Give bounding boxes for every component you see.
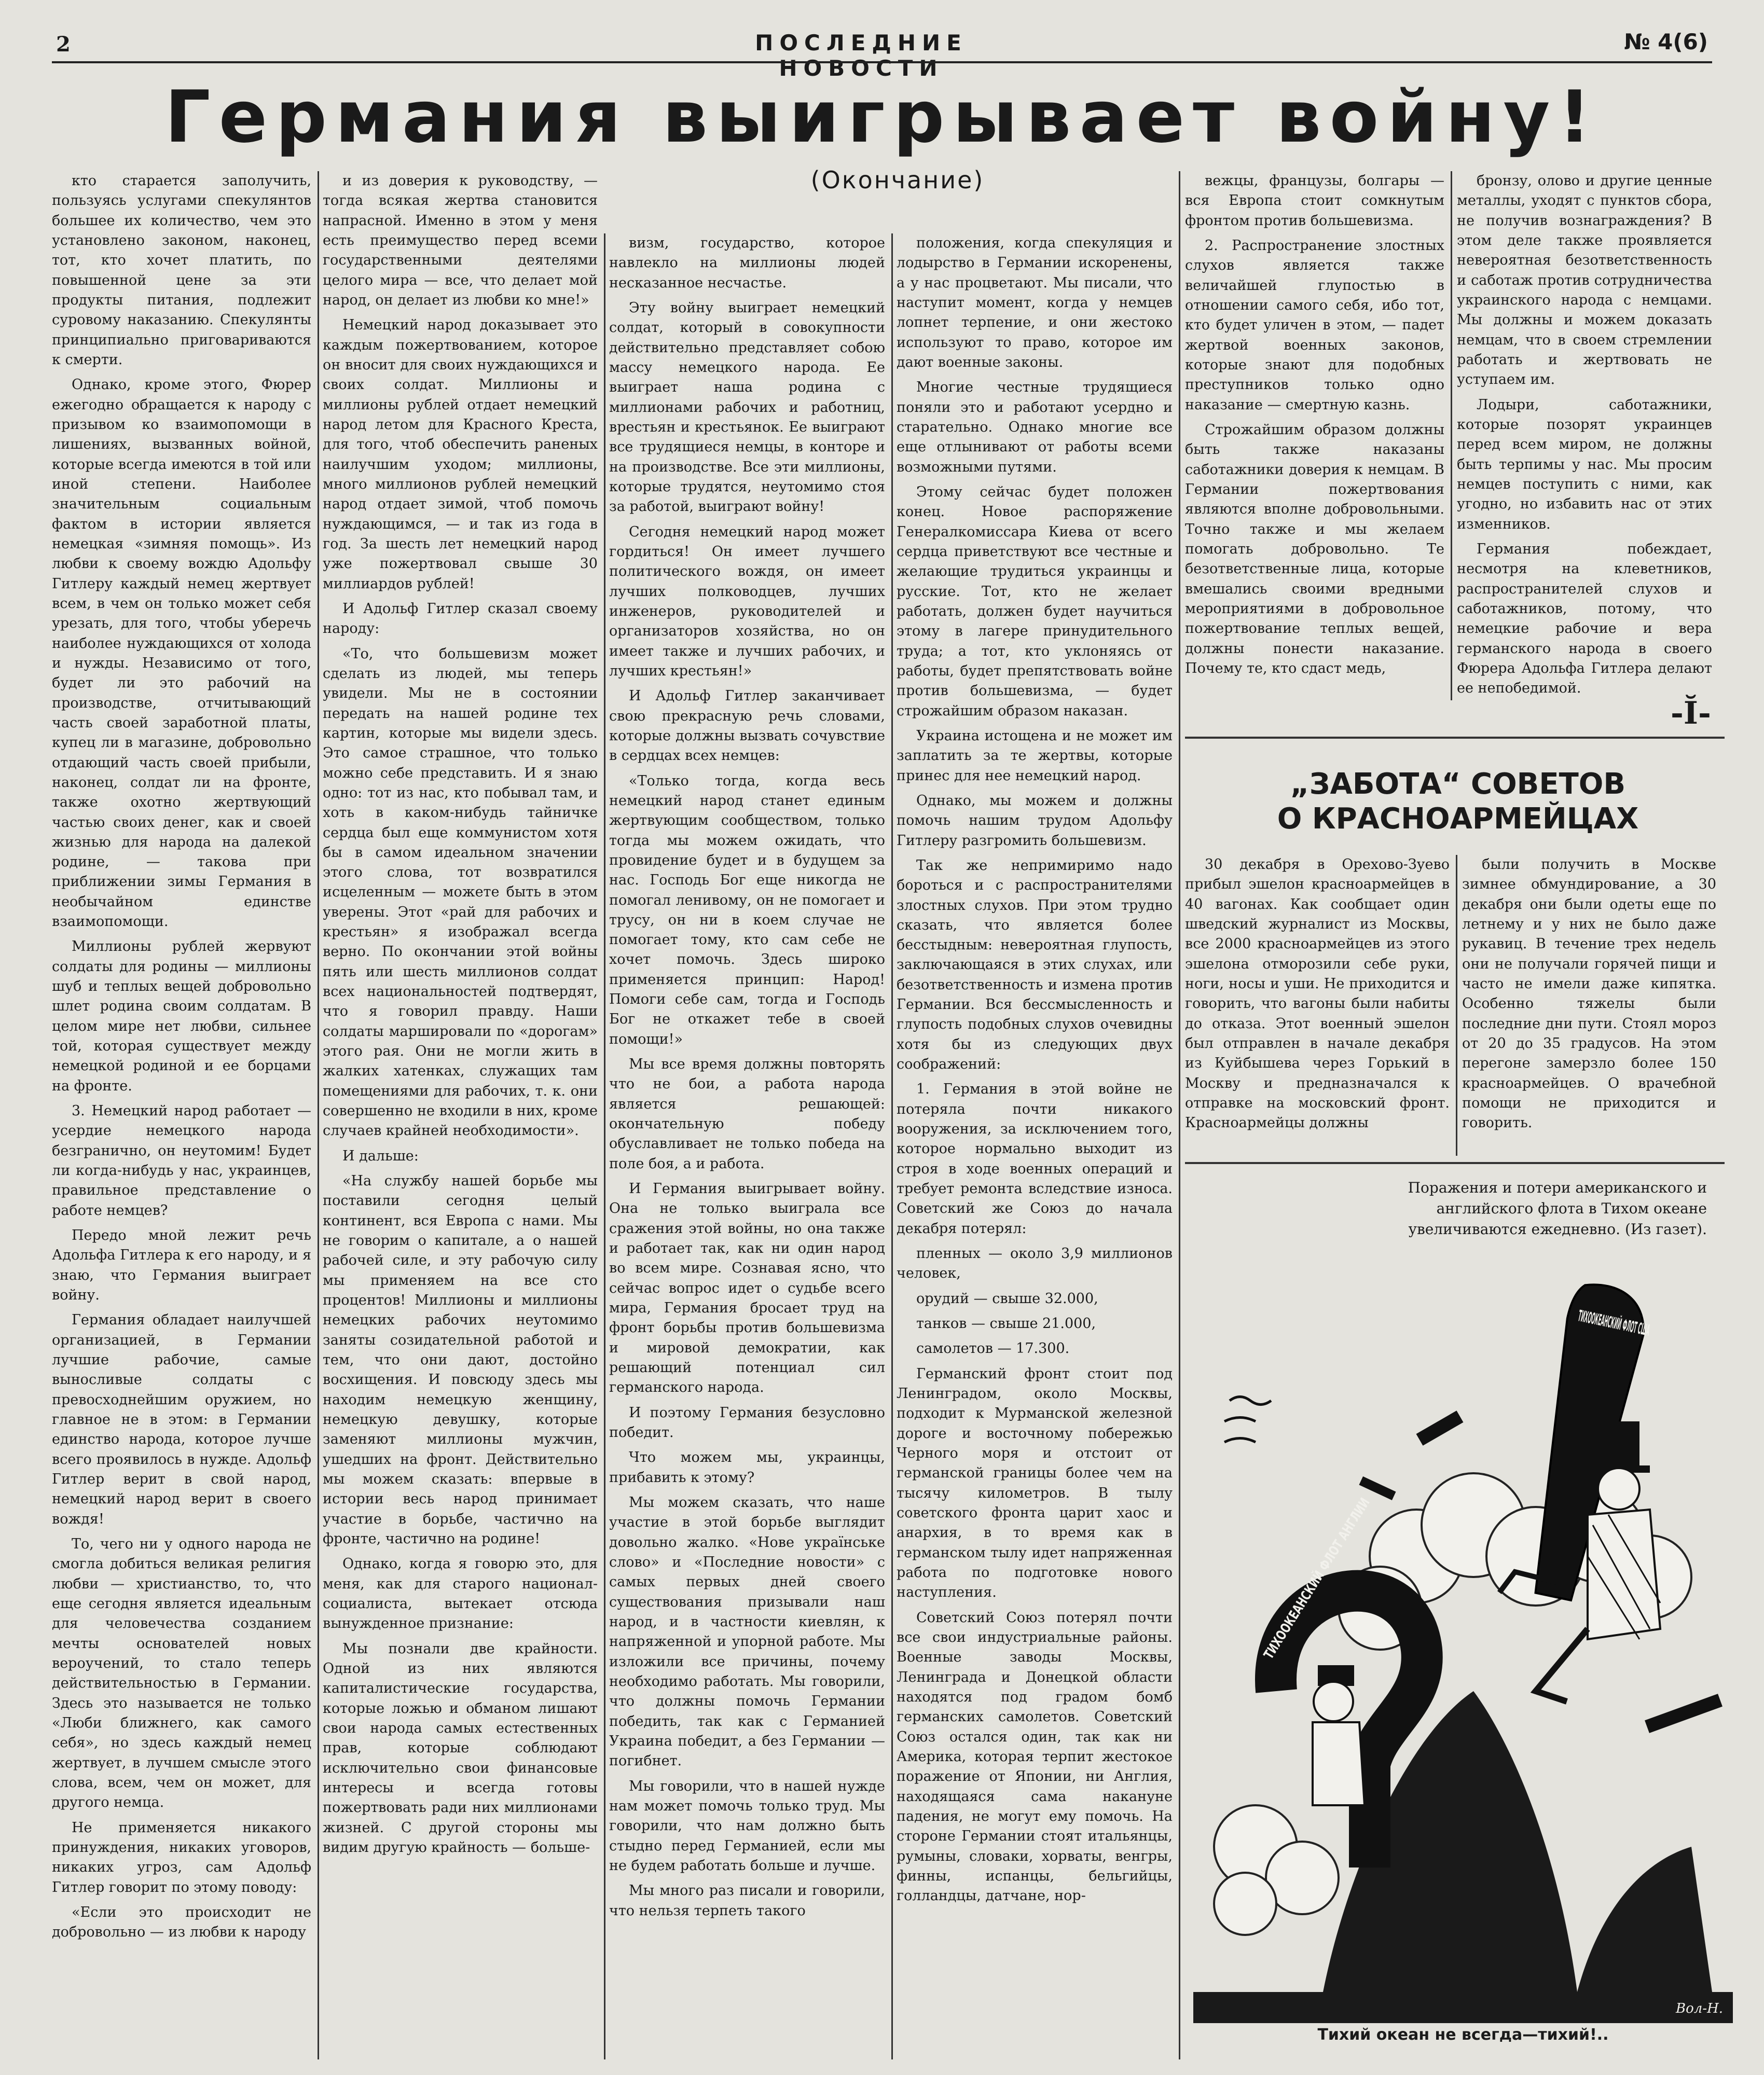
ocean-surface (1193, 1992, 1733, 2023)
paragraph: Так же непримиримо надо бороться и с распространителями злостных слухов. При этом трудно сказать, что является более бесстыдным: невероятная глупость, заключающаяся в этих слухах, или безответственность и измена против Германии. Вся бессмысленность и глупость подобных слухов очевидны хотя бы из следующих двух соображений: (897, 857, 1173, 1073)
article-end-mark: -Ĭ- (1671, 695, 1711, 731)
paragraph: Мы познали две крайности. Одной из них являются капиталистические государства, которые ложью и обманом лишают свои народа самых естественных прав, которые соблюдают исключительно свои финансовые интересы и всегда готовы пожертвовать ради них миллионами жизней. С другой стороны мы видим другую крайность — больше- (323, 1640, 598, 1856)
article-column-2 (323, 171, 598, 2059)
masthead-rule (52, 61, 1712, 63)
column-rule (1456, 855, 1457, 1156)
paragraph: Германия побеждает, несмотря на клеветников, распространителей слухов и саботажников, потому, что немецкие рабочие и вера германского народа в своего Фюрера Адольфа Гитлера делают ее непобедимой. (1457, 541, 1712, 697)
paragraph: пленных — около 3,9 миллионов человек, (897, 1246, 1173, 1282)
paragraph: И Германия выигрывает войну. Она не только выиграла все сражения этой войны, но она также и работает так, как ни один народ во всем мире. Сознавая ясно, что сейчас вопрос идет о судьбе всего мира, Германия бросает труд на фронт борьбы против большевизма и мировой демократии, как решающий потенциал сил германского народа. (609, 1181, 885, 1396)
paragraph: И Адольф Гитлер заканчивает свою прекрасную речь словами, которые должны вызвать сочувствие в сердцах всех немцев: (609, 688, 885, 764)
paragraph: Однако, мы можем и должны помочь нашим трудом Адольфу Гитлеру разгромить большевизм. (897, 792, 1173, 849)
cartoon-caption-top: Поражения и потери американского и английского флота в Тихом океане увеличиваются ежедневно. (Из газет). (1408, 1179, 1707, 1238)
paragraph: Украина истощена и не может им заплатить за те жертвы, которые принес для нее немецкий народ. (897, 727, 1173, 784)
paragraph: Многие честные трудящиеся поняли это и работают усердно и старательно. Однако многие все еще отлынивают от работы всеми возможными путями. (897, 379, 1173, 475)
paragraph: кто старается заполучить, пользуясь услугами спекулянтов большее их количество, чем это установлено законом, наконец, тот, кто хочет платить, по повышенной цене за эти продукты питания, подлежит суровому наказанию. Спекулянты принципиально приговариваются к смерти. (52, 173, 311, 368)
paragraph: самолетов — 17.300. (916, 1340, 1070, 1357)
article-column-3 (609, 233, 885, 2059)
paragraph: визм, государство, которое навлекло на миллионы людей несказанное несчастье. (609, 235, 885, 291)
title-line-1: „ЗАБОТА“ СОВЕТОВ (1290, 767, 1626, 801)
article-column-5 (1185, 171, 1444, 700)
paragraph: То, чего ни у одного народа не смогла добиться великая религия любви — христианство, то, что еще сегодня является идеальным для человечества созданием мечты основателей новых вероучений, то стало теперь действительностью в Германии. Здесь это называется не только «Люби ближнего, как самого себя», но здесь каждый немец жертвует, в лучшем смысле этого слова, всем, чем он может, для другого немца. (52, 1536, 311, 1811)
column-rule (1451, 171, 1452, 700)
paragraph: «Если это происходит не добровольно — из любви к народу (52, 1904, 311, 1941)
paragraph: Германия обладает наилучшей организацией, в Германии лучшие рабочие, самые выносливые солдаты с превосходнейшим оружием, но главное не в этом: в Германии единство народа, которое лучше всего проявилось в нужде. Адольф Гитлер верит в свой народ, немецкий народ верит в своего вождя! (52, 1312, 311, 1527)
title-line-2: О КРАСНОАРМЕЙЦАХ (1277, 802, 1639, 836)
paragraph: Мы все время должны повторять что не бои, а работа народа является решающей: окончательную победу обуславливает не только победа на поле боя, а и работа. (609, 1056, 885, 1172)
paragraph: и из доверия к руководству, — тогда всякая жертва становится напрасной. Именно в этом у меня есть преимущество перед всеми государственными деятелями целого мира — все, что делает мой народ, он делает из любви ко мне!» (323, 173, 598, 308)
paragraph: «То, что большевизм может сделать из людей, мы теперь увидели. Мы не в состоянии передать на нашей родине тех картин, которые мы видели здесь. Это самое страшное, что только можно себе представить. И я знаю одно: тот из нас, кто побывал там, и хоть в каком-нибудь тайничке сердца был еще коммунистом хотя бы в самом идеальном значении этого слова, тот возвратился исцеленным — можете быть в этом уверены. Этот «рай для рабочих и крестьян» я изображал всегда верно. По окончании этой войны пять или шесть миллионов солдат всех национальностей подтвердят, что я говорил правду. Наши солдаты маршировали по «дорогам» этого рая. Они не могли жить в жалких хатенках, служащих там помещениями для рабочих, т. к. они совершенно не входили в них, кроме случаев крайней необходимости». (323, 645, 598, 1139)
subhead: (Окончание) (810, 166, 985, 194)
paragraph: 1. Германия в этой войне не потеряла почти никакого вооружения, за исключением того, которое нормально выходит из строя в ходе военных операций и требует ремонта вследствие износа. Советский же Союз до начала декабря потерял: (897, 1081, 1173, 1237)
paragraph: Этому сейчас будет положен конец. Новое распоряжение Генералкомиссара Киева от всего сердца приветствуют все честные и желающие трудиться украинцы и русские. Тот, кто не желает работать, должен будет научиться этому в лагере принудительного труда; а тот, кто уклоняясь от работы, будет препятствовать войне против большевизма, — будет строжайшим образом наказан. (897, 483, 1173, 719)
section-divider (1185, 1162, 1725, 1164)
paragraph: танков — свыше 21.000, (916, 1316, 1096, 1332)
paragraph: 30 декабря в Орехово-Зуево прибыл эшелон красноармейцев в 40 вагонах. Как сообщает один шведский журналист из Москвы, все 2000 красноармейцев из этого эшелона отморозили себе руки, ноги, носы и уши. Не приходится и говорить, что вагоны были набиты до отказа. Этот военный эшелон был отправлен в начале декабря из Куйбышева через Горький в Москву и предназначался к отправке на московский фронт. Красноармейцы должны (1185, 856, 1450, 1131)
paragraph: Сегодня немецкий народ может гордиться! Он имеет лучшего политического вождя, он имеет лучших полководцев, лучших инженеров, руководителей и организаторов хозяйства, но он имеет также и лучших рабочих, и лучших крестьян!» (609, 523, 885, 679)
article-column-1 (52, 171, 311, 2059)
paragraph: Советский Союз потерял почти все свои индустриальные районы. Военные заводы Москвы, Ленинграда и Донецкой области находятся под градом бомб германских самолетов. Советский Союз остался один, так как ни Америка, которая терпит жестокое поражение от Японии, ни Англия, находящаяся сама накануне падения, не могут ему помочь. На стороне Германии стоят итальянцы, румыны, словаки, хорваты, венгры, финны, испанцы, бельгийцы, голландцы, датчане, нор- (897, 1609, 1173, 1904)
column-rule (318, 171, 319, 2059)
paragraph: «На службу нашей борьбе мы поставили сегодня целый континент, вся Европа с нами. Мы не говорим о капитале, а о нашей рабочей силе, и эту рабочую силу мы применяем на все сто процентов! Миллионы и миллионы немецких рабочих неутомимо заняты созидательной работой и тем, что они дают, достойно восхищения. И повсюду здесь мы находим немецкую женщину, немецкую девушку, которые заменяют миллионы мужчин, ушедших на фронт. Действительно мы можем сказать: впервые в истории весь народ принимает участие в борьбе, частично на фронте, частично на родине! (323, 1173, 598, 1547)
paragraph: 2. Распространение злостных слухов является также величайшей глупостью в отношении самого себя, ибо тот, кто будет уличен в этом, — падет жертвой военных законов, которые знают для подобных преступников только одно наказание — смертную казнь. (1185, 237, 1444, 413)
political-cartoon (1193, 1266, 1733, 2023)
article-column-6 (1457, 171, 1712, 700)
paragraph: Передо мной лежит речь Адольфа Гитлера к его народу, и я знаю, что Германия выиграет войну. (52, 1227, 311, 1304)
column-rule (891, 233, 893, 2059)
paragraph: И дальше: (342, 1147, 419, 1164)
paragraph: Лодыри, саботажники, которые позорят украинцев перед всем миром, не должны быть терпимы у нас. Мы просим немцев поступить с ними, как угодно, но избавить нас от этих изменников. (1457, 396, 1712, 532)
issue-number: № 4(6) (1624, 29, 1708, 54)
paragraph: Эту войну выиграет немецкий солдат, который в совокупности действительно представляет собою массу немецкого народа. Ее выиграет наша родина с миллионами рабочих и работниц, врестьян и крестьянок. Ее выиграют все трудящиеся немцы, в конторе и на производстве. Все эти миллионы, которые трудятся, неутомимо стоя за работой, выиграют войну! (609, 299, 885, 515)
artist-signature: Вол-Н. (1676, 2001, 1724, 2016)
paragraph: положения, когда спекуляция и лодырство в Германии искоренены, а у нас процветают. Мы писали, что наступит момент, когда у немцев лопнет терпение, и они жестоко используют то право, которое им дают военные законы. (897, 235, 1173, 370)
paragraph: Мы можем сказать, что наше участие в этой борьбе выглядит довольно жалко. «Нове українське слово» и «Последние новости» с самых первых дней своего существования призывали наш народ, и в частности киевлян, к напряженной и упорной работе. Мы изложили все причины, почему необходимо работать. Мы говорили, что должны помочь Германии победить, так как с Германией Украина победит, а без Германии — погибнет. (609, 1495, 885, 1769)
paragraph: «Только тогда, когда весь немецкий народ станет единым жертвующим сообществом, только тогда мы можем ожидать, что провидение будет и в будущем за нас. Господь Бог еще никогда не помогал ленивому, он не помогает и трусу, он ни в коем случае не помогает тому, кто сам себе не хочет помочь. Здесь широко применяется принцип: Народ! Помоги себе сам, тогда и Господь Бог не откажет тебе в своей помощи!» (609, 772, 885, 1047)
england-fleet-label: ТИХООКЕАНСКИЙ ФЛОТ АНГЛИИ (1261, 1435, 1411, 1662)
paragraph: И Адольф Гитлер сказал своему народу: (323, 600, 598, 637)
paragraph: Однако, когда я говорю это, для меня, как для старого национал-социалиста, вытекает отсюда вынужденное признание: (323, 1556, 598, 1632)
paragraph: Строжайшим образом должны быть также наказаны саботажники доверия к немцам. В Германии пожертвования являются вполне добровольными. Точно также и мы желаем помогать добровольно. Те безответственные лица, которые вмешались своими вредными мероприятиями в добровольное пожертвование теплых вещей, должны понести наказание. Почему те, кто сдаст медь, (1185, 421, 1444, 676)
paragraph: вежцы, французы, болгары — вся Европа стоит сомкнутым фронтом против большевизма. (1185, 173, 1444, 229)
paragraph: 3. Немецкий народ работает — усердие немецкого народа безгранично, он неутомим! Будет ли когда-нибудь у нас, украинцев, правильное представление о работе немцев? (52, 1103, 311, 1219)
second-article-title (1188, 767, 1728, 836)
page-number: 2 (56, 32, 71, 57)
paragraph: Что можем мы, украинцы, прибавить к этому? (609, 1449, 885, 1486)
cartoon-caption-bottom: Тихий океан не всегда—тихий!.. (1317, 2026, 1609, 2044)
paragraph: орудий — свыше 32.000, (916, 1290, 1098, 1307)
paragraph: Немецкий народ доказывает это каждым пожертвованием, которое он вносит для своих нуждающихся и своих солдат. Миллионы и миллионы рублей отдает немецкий народ летом для Красного Креста, для того, чтоб обеспечить раненых наилучшим уходом; миллионы, много миллионов рублей немецкий народ отдает зимой, чтоб помочь нуждающимся, — и так из года в год. За шесть лет немецкий народ уже пожертвовал свыше 30 миллиардов рублей! (323, 317, 598, 592)
paragraph: Миллионы рублей жеpвуют солдаты для родины — миллионы шуб и теплых вещей добровольно шлет родина своим солдатам. В целом мире нет любви, сильнее той, которая существует между немецкой родиной и ее борцами на фронте. (52, 938, 311, 1094)
paragraph: Германский фронт стоит под Ленинградом, около Москвы, подходит к Мурманской железной дороге и восточному побережью Черного моря и отстоит от германской границы более чем на тысячу километров. В тылу советского фронта царит хаос и анархия, в то время как в германском тылу идет напряженная работа по подготовке нового наступления. (897, 1365, 1173, 1601)
section-divider (1185, 737, 1725, 739)
paragraph: Мы много раз писали и говорили, что нельзя терпеть такого (609, 1883, 885, 1919)
second-article-left-column (1185, 855, 1450, 1156)
headline: Германия выигрывает войну! (164, 75, 1600, 159)
column-rule (604, 233, 605, 2059)
paragraph: Не применяется никакого принуждения, никаких уговоров, никаких угроз, сам Адольф Гитлер говорит по этому поводу: (52, 1819, 311, 1896)
paragraph: бронзу, олово и другие ценные металлы, уходят с пунктов сбора, не получив вознаграждения? В этом деле также проявляется невероятная безответственность и саботаж против сотрудничества украинского народа с немцами. Мы должны и можем доказать немцам, что в своем стремлении работать и жертвовать не уступаем им. (1457, 173, 1712, 388)
paragraph: Однако, кроме этого, Фюрер ежегодно обращается к народу с призывом ко взаимопомощи в лишениях, вызванных войной, которые всегда имеются в той или иной степени. Наиболее значительным социальным фактом в истории является немецкая «зимняя помощь». Из любви к своему вождю Адольфу Гитлеру каждый немец жертвует всем, в чем он только может себя урезать, для того, чтобы уберечь наиболее нуждающихся от холода и нужды. Независимо от того, будет ли это рабочий на производстве, отчитывающий часть своей заработной платы, купец ли в магазине, добровольно отдающий часть своей прибыли, наконец, солдат ли на фронте, также охотно жертвующий частью своих денег, как и своей жизнью для народа на далекой родине, — такова при приближении зимы Германия в необычайном единстве взаимопомощи. (52, 377, 311, 930)
paragraph: были получить в Москве зимнее обмундирование, а 30 декабря они были одеты еще по летнему и у них не было даже рукавиц. В течение трех недель они не получали горячей пищи и часто не имели даже кипятка. Особенно тяжелы были последние дни пути. Стоял мороз от 20 до 35 градусов. На этом перегоне замерзло более 150 красноармейцев. О врачебной помощи не приходится и говорить. (1462, 856, 1716, 1131)
paragraph: И поэтому Германия безусловно победит. (609, 1404, 885, 1441)
paragraph: Мы говорили, что в нашей нужде нам может помочь только труд. Мы говорили, что нам должно быть стыдно перед Германией, если мы не будем работать больше и лучше. (609, 1778, 885, 1874)
column-rule (1179, 171, 1180, 2059)
newspaper-name: ПОСЛЕДНИЕ НОВОСТИ (755, 30, 968, 81)
article-column-4 (897, 233, 1173, 2059)
second-article-right-column (1462, 855, 1716, 1156)
